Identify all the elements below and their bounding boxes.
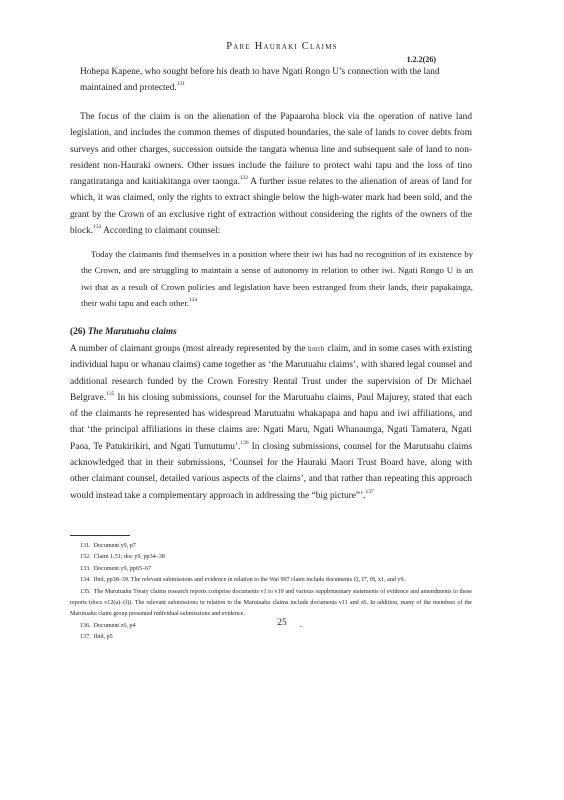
footnote-rule (70, 535, 130, 536)
paragraph-text: In his closing submissions, counsel for the Marutuahu claims, Paul Majurey, stated that each of the claimants he represented has widespread Marutuahu whakapapa and hapu and iwi affiliations, and that ‘the principal affiliations in these claims are: Ngati Maru, Ngati Whanaunga, Ngati Tamatera, Ngati Paoa, Te Patukirikiri, and Ngati Tumutumu’. (70, 392, 472, 452)
quote-text: Today the claimants find themselves in a position where their iwi has had no recognition of its existence by the Crown, and are struggling to maintain a sense of autonomy in relation to other iwi. Ngati Rongo U is an iwi that as a result of Crown policies and legislation have been estranged from their lands, their papakainga, their wahi tapu and each other. (81, 249, 473, 308)
footnote: 132. Claim 1.51; doc y9, pp34–38 (80, 554, 165, 561)
footnote-marker[interactable]: 131 (176, 81, 186, 88)
block-quote (81, 246, 473, 311)
paragraph-text: A number of claimant groups (most already represented by the (70, 344, 309, 354)
paragraph-continuation (70, 64, 472, 97)
scan-speck (300, 626, 302, 627)
footnote: 131. Document y9, p7 (80, 543, 136, 549)
section-title: The Marutuahu claims (87, 327, 177, 337)
paragraph-marutuahu (70, 341, 472, 504)
page-number: 25 (277, 618, 287, 628)
footnote: 134. Ibid, pp38–39. The relevant submissions and evidence in relation to the Wai 997 claim include documents f2, f7, f8, x1, and y9. (80, 577, 406, 584)
section-heading (70, 327, 177, 337)
footnote-marker[interactable]: 137 (365, 488, 374, 495)
footnote-marker[interactable]: 133 (93, 224, 102, 231)
footnote-marker[interactable]: 135 (106, 390, 115, 397)
footnote: 135. The Marutuahu Treaty claims research reports comprise documents v1 to v10 and various supplementary statements of evidence and amendments to these reports (docs v12(a)–(f)). The relevant submissions in relation to the Marutuahu claims include documents v11 and z6. In addition, many of the members of the Marutuahu claim group presented individual submissions and evidence. (70, 588, 472, 618)
paragraph-claim-focus (70, 109, 472, 239)
paragraph-text: The focus of the claim is on the alienation of the Papaaroha block via the operation of native land legislation, and includes the common themes of disputed boundaries, the sale of lands to cover debts from surveys and other charges, succession outside the tangata whenua line and subsequent sale of land to non-resident non-Hauraki owners. Other issues include the failure to protect wahi tapu and the loss of tino rangatiratanga and kaitiakitanga over taonga. (70, 112, 472, 188)
footnote-marker[interactable]: 132 (239, 175, 249, 182)
section-reference: 1.2.2(26) (406, 55, 436, 64)
footnote: 133. Document y9, pp65–67 (80, 565, 152, 572)
section-number: (26) (70, 327, 86, 337)
footnote: 136. Document z6, p4 (80, 622, 136, 629)
abbreviation-hmtb: hmtb (308, 345, 325, 353)
paragraph-text: claim, and in some cases with existing individual hapu or whanau claims) came together as ‘the Marutuahu claims’, with shared legal counsel and additional research funded by the Crown Forestry Rental Trust under the supervision of Dr Michael Belgrave. (70, 344, 472, 403)
paragraph-text: Hohepa Kapene, who sought before his death to have Ngati Rongo U’s connection with the land maintained and protected. (80, 67, 440, 94)
footnote-marker[interactable]: 134 (188, 296, 198, 303)
paragraph-text: A further issue relates to the alienation of areas of land for which, it was claimed, only the rights to extract shingle below the high-water mark had been sold, and the grant by the Crown of an exclusive right of extraction without considering the rights of the owners of the block. (70, 177, 472, 237)
footnote-marker[interactable]: 136 (240, 439, 249, 446)
paragraph-text: According to claimant counsel: (101, 226, 221, 237)
footnotes (70, 541, 472, 644)
running-title: Pare Hauraki Claims (226, 41, 338, 52)
footnote: 137. Ibid, p5 (80, 634, 113, 641)
paragraph-text: In closing submissions, counsel for the Marutuahu claims acknowledged that in their submissions, ‘Counsel for the Hauraki Maori Trust Board have, along with other claimant counsel, detailed various aspects of the claims’, and that rather than repeating this approach would instead take a complementary approach in addressing the “big picture”’. (70, 441, 472, 501)
